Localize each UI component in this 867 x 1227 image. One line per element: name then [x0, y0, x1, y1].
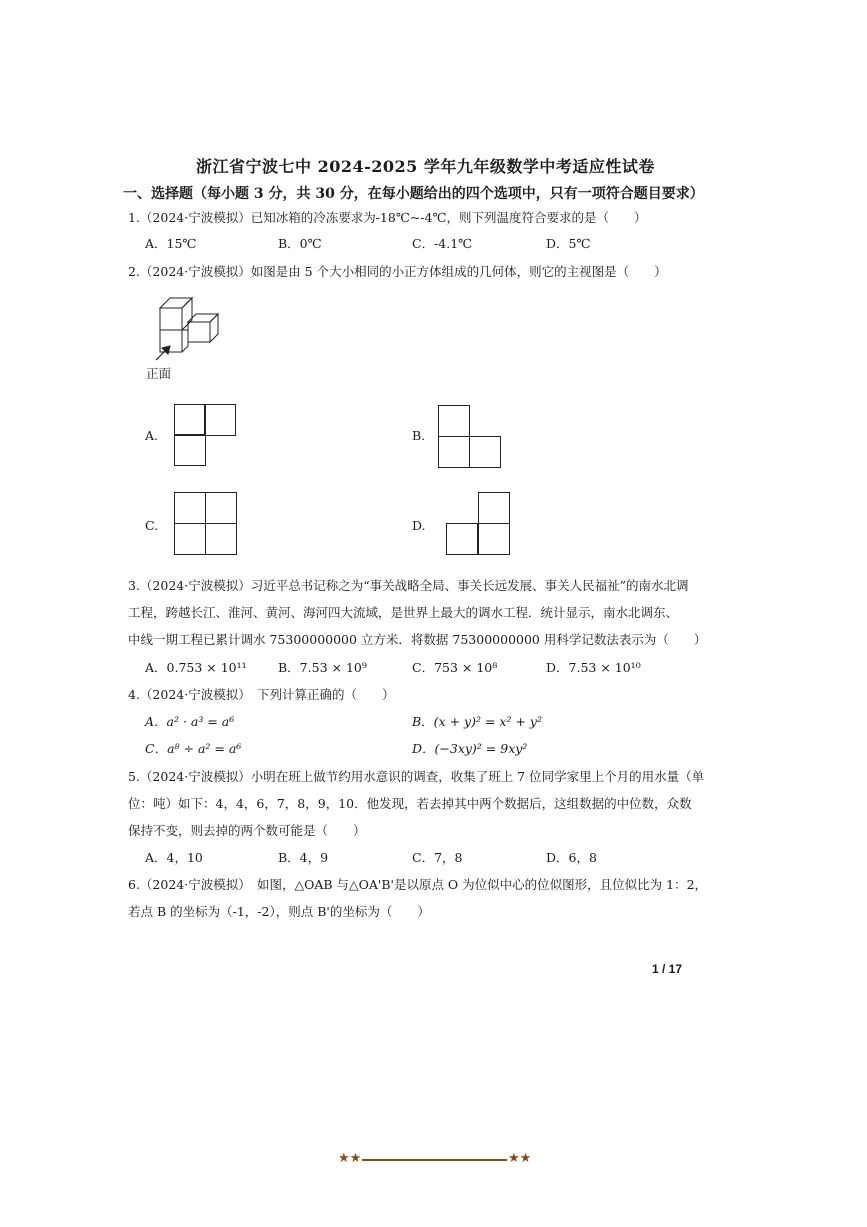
question-5-option-b: B．4，9	[278, 850, 329, 865]
question-2-label-a: A.	[145, 428, 159, 443]
question-1-stem: 1.（2024·宁波模拟）已知冰箱的冷冻要求为-18℃~-4℃，则下列温度符合要求的是（ ）	[128, 210, 647, 225]
question-4-stem: 4.（2024·宁波模拟） 下列计算正确的（ ）	[128, 687, 395, 702]
footer-stars-right-icon: ★★	[508, 1151, 532, 1166]
question-1-option-a: A．15℃	[145, 236, 197, 251]
front-label: 正面	[146, 366, 172, 381]
question-2-label-b: B.	[412, 428, 426, 443]
question-2-label-d: D.	[412, 518, 426, 533]
footer-divider	[362, 1159, 507, 1161]
question-5-option-d: D．6，8	[546, 850, 597, 865]
question-5-option-c: C．7，8	[412, 850, 463, 865]
page-title: 浙江省宁波七中 2024-2025 学年九年级数学中考适应性试卷	[196, 157, 655, 176]
question-3-option-c: C．753 × 10⁸	[412, 660, 498, 675]
question-3-option-b: B．7.53 × 10⁹	[278, 660, 367, 675]
question-2-label-c: C.	[145, 518, 159, 533]
question-5-line-2: 位：吨）如下：4，4，6，7，8，9，10．他发现，若去掉其中两个数据后，这组数据的中位数，众数	[128, 796, 692, 811]
question-5-line-1: 5.（2024·宁波模拟）小明在班上做节约用水意识的调查，收集了班上 7 位同学家里上个月的用水量（单	[128, 769, 705, 784]
question-3-option-a: A．0.753 × 10¹¹	[145, 660, 247, 675]
question-2-stem: 2.（2024·宁波模拟）如图是由 5 个大小相同的小正方体组成的几何体，则它的主视图是（ ）	[128, 264, 667, 279]
question-4-option-b: B．(x + y)² = x² + y²	[412, 714, 542, 729]
question-6-line-2: 若点 B 的坐标为（-1，-2），则点 B'的坐标为（ ）	[128, 904, 430, 919]
question-5-line-3: 保持不变，则去掉的两个数可能是（ ）	[128, 823, 366, 838]
figure-option-d	[446, 492, 512, 556]
question-4-option-d: D．(−3xy)² = 9xy²	[412, 741, 528, 756]
question-1-option-b: B．0℃	[278, 236, 322, 251]
question-3-line-2: 工程，跨越长江、淮河、黄河、海河四大流域，是世界上最大的调水工程．统计显示，南水北调东、	[128, 605, 679, 620]
footer-stars-left-icon: ★★	[338, 1151, 362, 1166]
section-heading: 一、选择题（每小题 3 分，共 30 分，在每小题给出的四个选项中，只有一项符合题目要求）	[123, 186, 704, 202]
question-4-option-a: A．a² · a³ = a⁶	[145, 714, 235, 729]
figure-option-a	[174, 404, 238, 468]
question-6-line-1: 6.（2024·宁波模拟） 如图，△OAB 与△OA'B'是以原点 O 为位似中心的位似图形，且位似比为 1：2，	[128, 877, 708, 892]
question-4-option-c: C．a⁸ ÷ a² = a⁶	[145, 741, 242, 756]
page-number: 1 / 17	[652, 962, 683, 976]
question-3-line-1: 3.（2024·宁波模拟）习近平总书记称之为“事关战略全局、事关长远发展、事关人民福祉”的南水北调	[128, 578, 689, 593]
question-1-option-c: C．-4.1℃	[412, 236, 473, 251]
question-1-option-d: D．5℃	[546, 236, 591, 251]
figure-option-c	[174, 492, 238, 556]
question-5-option-a: A．4，10	[145, 850, 203, 865]
question-3-option-d: D．7.53 × 10¹⁰	[546, 660, 641, 675]
question-3-line-3: 中线一期工程已累计调水 75300000000 立方米．将数据 75300000000 用科学记数法表示为（ ）	[128, 632, 707, 647]
figure-option-b	[438, 405, 504, 469]
